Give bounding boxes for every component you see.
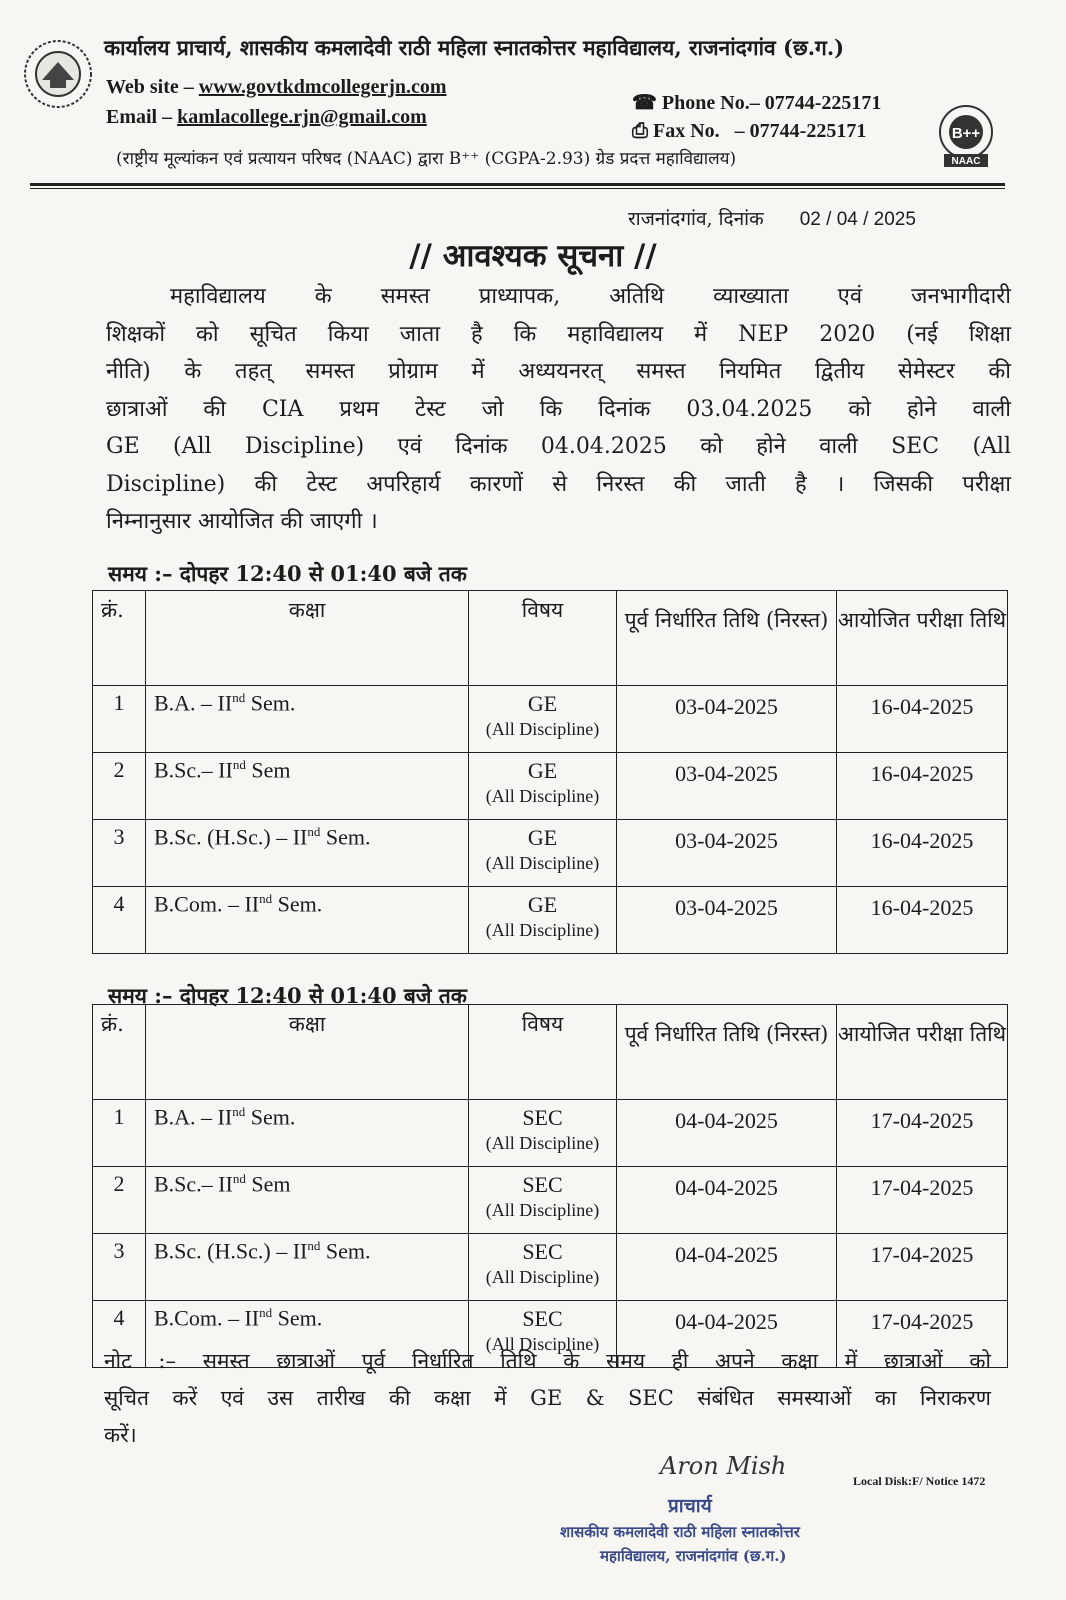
body-line: छात्राओं की CIA प्रथम टेस्ट जो कि दिनांक 03.04.2025 को होने वाली bbox=[106, 396, 1011, 422]
naac-badge-grade: B++ bbox=[951, 125, 981, 142]
principal-signature: Aron Mish bbox=[660, 1452, 787, 1480]
cell-exam-date: 16-04-2025 bbox=[837, 753, 1008, 820]
schedule-table-ge bbox=[92, 590, 1008, 954]
table-row bbox=[93, 1167, 1008, 1234]
notice-body bbox=[106, 278, 1011, 541]
cell-class: B.Com. – IInd Sem. bbox=[146, 887, 469, 954]
cell-class: B.Sc.– IInd Sem bbox=[146, 753, 469, 820]
naac-badge bbox=[930, 100, 1002, 172]
note-text bbox=[104, 1343, 991, 1454]
cell-exam-date: 16-04-2025 bbox=[837, 686, 1008, 753]
file-reference: Local Disk:F/ Notice 1472 bbox=[853, 1474, 986, 1488]
email-line bbox=[106, 106, 427, 129]
body-line: Discipline) की टेस्ट अपरिहार्य कारणों से निरस्त की जाती है । जिसकी परीक्षा bbox=[106, 471, 1011, 497]
col-header-sr: क्रं. bbox=[93, 1005, 146, 1100]
email-label: Email – bbox=[106, 106, 173, 128]
col-header-exam-date: आयोजित परीक्षा तिथि bbox=[837, 591, 1008, 686]
table-header-row bbox=[93, 591, 1008, 686]
website-label: Web site – bbox=[106, 76, 194, 98]
cell-scheduled-date: 03-04-2025 bbox=[617, 887, 837, 954]
cell-sr: 3 bbox=[93, 820, 146, 887]
cell-sr: 2 bbox=[93, 753, 146, 820]
body-line: महाविद्यालय के समस्त प्राध्यापक, अतिथि व्याख्याता एवं जनभागीदारी bbox=[170, 284, 1011, 309]
phone-icon: ☎ bbox=[632, 92, 657, 114]
cell-class: B.A. – IInd Sem. bbox=[146, 686, 469, 753]
cell-subject: SEC (All Discipline) bbox=[469, 1167, 617, 1234]
cell-scheduled-date: 04-04-2025 bbox=[617, 1234, 837, 1301]
table-header-row bbox=[93, 1005, 1008, 1100]
cell-subject: SEC (All Discipline) bbox=[469, 1234, 617, 1301]
website-line bbox=[106, 76, 447, 99]
table-row bbox=[93, 887, 1008, 954]
cell-exam-date: 16-04-2025 bbox=[837, 887, 1008, 954]
section-time-label: समय :– दोपहर 12:40 से 01:40 बजे तक bbox=[108, 983, 467, 1008]
cell-exam-date: 17-04-2025 bbox=[837, 1301, 1008, 1368]
office-title: कार्यालय प्राचार्य, शासकीय कमलादेवी राठी महिला स्नातकोत्तर महाविद्यालय, राजनांदगांव (छ.ग.) bbox=[104, 35, 845, 60]
signatory-title: प्राचार्य bbox=[668, 1495, 712, 1517]
col-header-subject: विषय bbox=[469, 591, 617, 686]
section-time-label: समय :– दोपहर 12:40 से 01:40 बजे तक bbox=[108, 561, 467, 586]
header-rule bbox=[30, 183, 1005, 186]
cell-subject: GE (All Discipline) bbox=[469, 753, 617, 820]
cell-subject: GE (All Discipline) bbox=[469, 887, 617, 954]
col-header-exam-date: आयोजित परीक्षा तिथि bbox=[837, 1005, 1008, 1100]
fax-icon: ⎙ bbox=[632, 120, 648, 142]
college-stamp-line: शासकीय कमलादेवी राठी महिला स्नातकोत्तर bbox=[560, 1523, 800, 1541]
cell-exam-date: 17-04-2025 bbox=[837, 1100, 1008, 1167]
table-row bbox=[93, 1234, 1008, 1301]
cell-class: B.Sc. (H.Sc.) – IInd Sem. bbox=[146, 1234, 469, 1301]
date-place: राजनांदगांव, दिनांक bbox=[628, 208, 764, 230]
cell-scheduled-date: 03-04-2025 bbox=[617, 753, 837, 820]
note-line: सूचित करें एवं उस तारीख की कक्षा में GE & SEC संबंधित समस्याओं का निराकरण bbox=[104, 1386, 991, 1410]
cell-sr: 4 bbox=[93, 1301, 146, 1368]
cell-class: B.Sc.– IInd Sem bbox=[146, 1167, 469, 1234]
notice-heading: // आवश्यक सूचना // bbox=[409, 238, 657, 274]
naac-accreditation-line: (राष्ट्रीय मूल्यांकन एवं प्रत्यायन परिषद (NAAC) द्वारा B⁺⁺ (CGPA-2.93) ग्रेड प्रदत्त महाविद्यालय) bbox=[116, 149, 737, 169]
naac-badge-label: NAAC bbox=[951, 156, 981, 167]
cell-scheduled-date: 03-04-2025 bbox=[617, 686, 837, 753]
cell-sr: 1 bbox=[93, 686, 146, 753]
website-link[interactable]: www.govtkdmcollegerjn.com bbox=[198, 76, 447, 98]
cell-sr: 3 bbox=[93, 1234, 146, 1301]
cell-exam-date: 16-04-2025 bbox=[837, 820, 1008, 887]
cell-scheduled-date: 03-04-2025 bbox=[617, 820, 837, 887]
body-line: शिक्षकों को सूचित किया जाता है कि महाविद्यालय में NEP 2020 (नई शिक्षा bbox=[106, 321, 1011, 347]
col-header-scheduled-date: पूर्व निर्धारित तिथि (निरस्त) bbox=[617, 1005, 837, 1100]
cell-subject: SEC (All Discipline) bbox=[469, 1100, 617, 1167]
phone-line bbox=[632, 90, 881, 115]
schedule-table-sec bbox=[92, 1004, 1008, 1368]
cell-class: B.Sc. (H.Sc.) – IInd Sem. bbox=[146, 820, 469, 887]
body-line: नीति) के तहत् समस्त प्रोग्राम में अध्ययनरत् समस्त नियमित द्वितीय सेमेस्टर की bbox=[106, 359, 1011, 384]
body-line: निम्नानुसार आयोजित की जाएगी । bbox=[106, 509, 378, 534]
cell-exam-date: 17-04-2025 bbox=[837, 1167, 1008, 1234]
cell-scheduled-date: 04-04-2025 bbox=[617, 1167, 837, 1234]
body-line: GE (All Discipline) एवं दिनांक 04.04.2025 को होने वाली SEC (All bbox=[106, 434, 1011, 459]
college-logo bbox=[22, 38, 94, 110]
cell-exam-date: 17-04-2025 bbox=[837, 1234, 1008, 1301]
col-header-class: कक्षा bbox=[146, 1005, 469, 1100]
cell-scheduled-date: 04-04-2025 bbox=[617, 1100, 837, 1167]
cell-sr: 2 bbox=[93, 1167, 146, 1234]
cell-subject: GE (All Discipline) bbox=[469, 820, 617, 887]
header-rule-thin bbox=[30, 188, 1005, 189]
table-row bbox=[93, 1100, 1008, 1167]
date-line bbox=[628, 205, 916, 231]
table-row bbox=[93, 820, 1008, 887]
table-row bbox=[93, 753, 1008, 820]
col-header-sr: क्रं. bbox=[93, 591, 146, 686]
col-header-subject: विषय bbox=[469, 1005, 617, 1100]
email-link[interactable]: kamlacollege.rjn@gmail.com bbox=[177, 106, 427, 128]
cell-class: B.A. – IInd Sem. bbox=[146, 1100, 469, 1167]
col-header-class: कक्षा bbox=[146, 591, 469, 686]
cell-scheduled-date: 04-04-2025 bbox=[617, 1301, 837, 1368]
date-value: 02 / 04 / 2025 bbox=[799, 209, 916, 230]
cell-sr: 4 bbox=[93, 887, 146, 954]
college-stamp-line: महाविद्यालय, राजनांदगांव (छ.ग.) bbox=[600, 1547, 787, 1565]
note-line: नोट :– समस्त छात्राओं पूर्व निर्धारित तिथि के समय ही अपने कक्षा में छात्राओं को bbox=[104, 1349, 991, 1373]
phone-number: Phone No.– 07744-225171 bbox=[661, 92, 882, 114]
col-header-scheduled-date: पूर्व निर्धारित तिथि (निरस्त) bbox=[617, 591, 837, 686]
cell-subject: SEC (All Discipline) bbox=[469, 1301, 617, 1368]
fax-number: – 07744-225171 bbox=[734, 120, 867, 142]
fax-label: Fax No. bbox=[653, 120, 720, 142]
cell-class: B.Com. – IInd Sem. bbox=[146, 1301, 469, 1368]
fax-line bbox=[632, 120, 866, 143]
note-line: करें। bbox=[104, 1423, 137, 1447]
table-row bbox=[93, 686, 1008, 753]
cell-sr: 1 bbox=[93, 1100, 146, 1167]
cell-subject: GE (All Discipline) bbox=[469, 686, 617, 753]
